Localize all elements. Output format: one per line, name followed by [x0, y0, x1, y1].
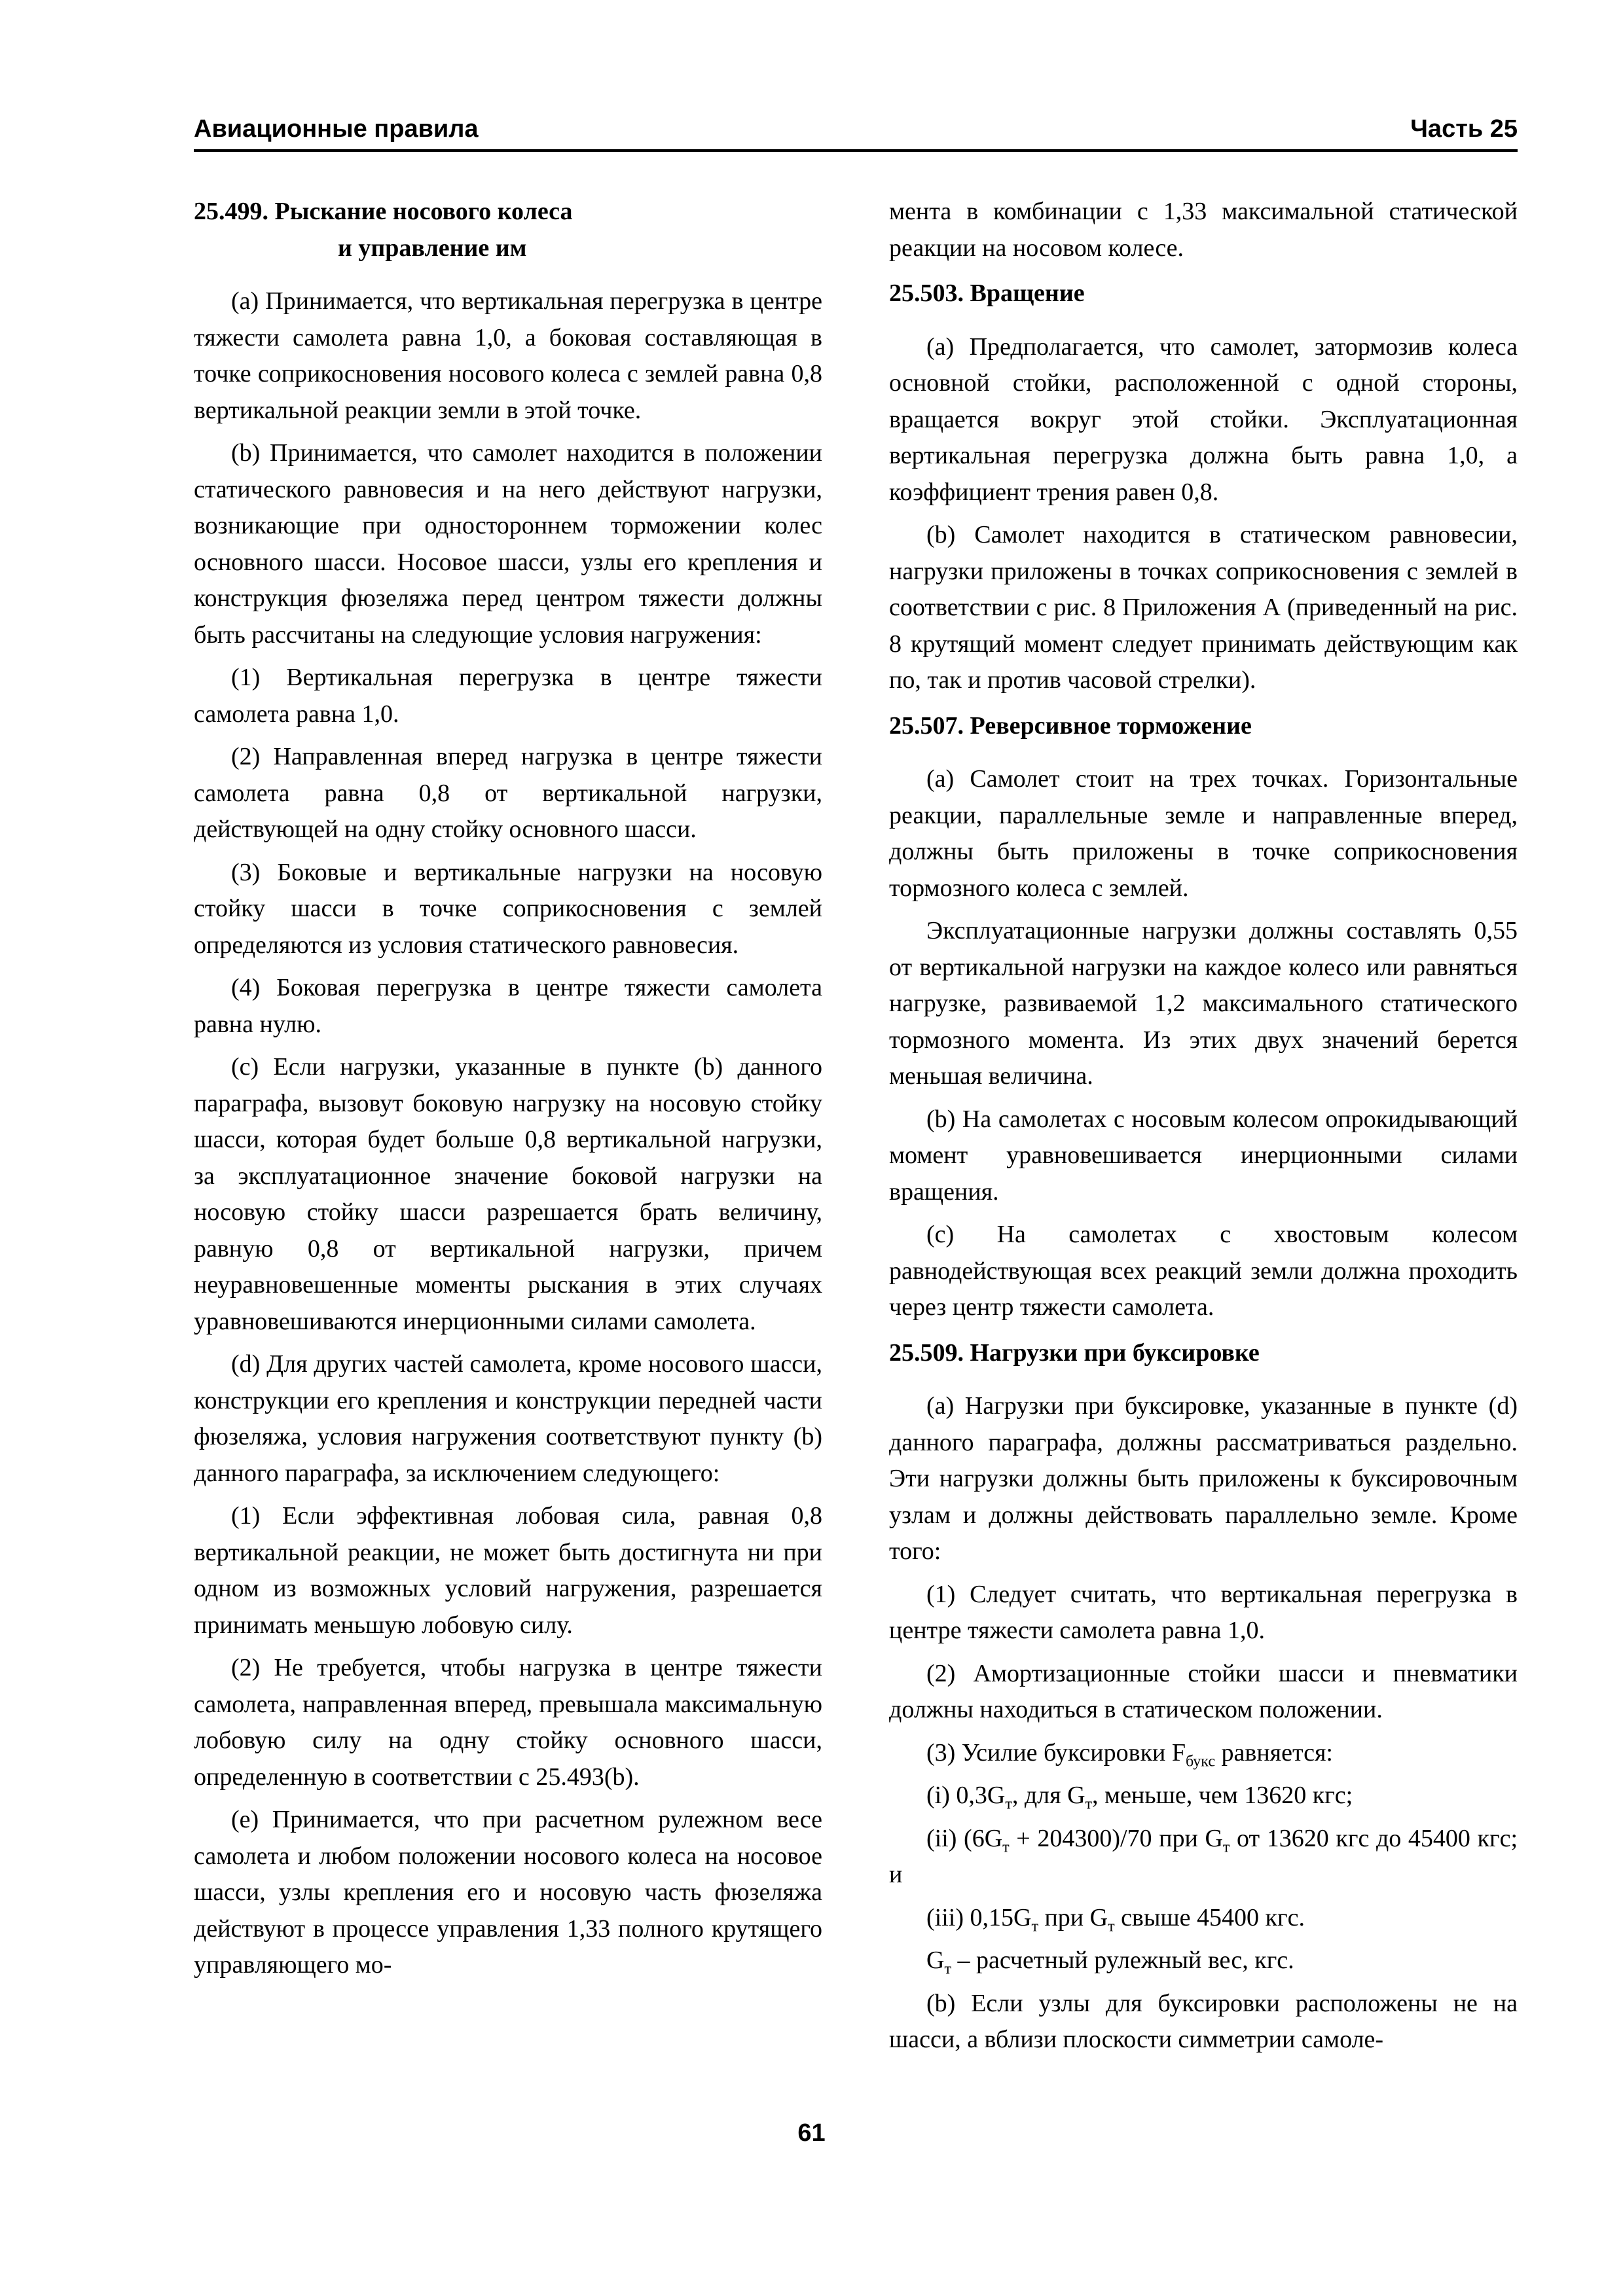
paragraph: (c) На самолетах с хвостовым колесом равнодействующая всех реакций земли должна проходить через центр тяжести самолета. [889, 1221, 1518, 1321]
running-header [194, 113, 1518, 152]
text-run: равняется: [1215, 1738, 1333, 1767]
subscript: т [944, 1960, 951, 1978]
paragraph: (3) Боковые и вертикальные нагрузки на носовую стойку шасси в точке соприкосновения с землей определяются из условия статического равновесия. [194, 858, 822, 959]
paragraph: (a) Принимается, что вертикальная перегрузка в центре тяжести самолета равна 1,0, а боковая составляющая в точке соприкосновения носового колеса с землей равна 0,8 вертикальной реакции земли в этой точке. [194, 287, 822, 424]
right-column [889, 194, 1518, 2065]
paragraph: (1) Вертикальная перегрузка в центре тяжести самолета равна 1,0. [194, 664, 822, 728]
paragraph: (1) Если эффективная лобовая сила, равная 0,8 вертикальной реакции, не может быть достигнута ни при одном из возможных условий нагружения, разрешается принимать меньшую лобовую силу. [194, 1502, 822, 1639]
paragraph: (b) Если узлы для буксировки расположены не на шасси, а вблизи плоскости симметрии самоле- [889, 1989, 1518, 2053]
text-run: при G [1038, 1903, 1108, 1931]
paragraph: (a) Нагрузки при буксировке, указанные в пункте (d) данного параграфа, должны рассматриваться раздельно. Эти нагрузки должны быть приложены к буксировочным узлам и должны действовать параллельно земле. Кроме того: [889, 1392, 1518, 1565]
heading-line: 25.499. Рыскание носового колеса [194, 198, 573, 225]
subscript: букс [1186, 1753, 1216, 1770]
paragraph: (c) Если нагрузки, указанные в пункте (b) данного параграфа, вызовут боковую нагрузку на носовую стойку шасси, которая будет больше 0,8 вертикальной нагрузки, за эксплуатационное значение боковой нагрузки на носовую стойку шасси разрешается брать величину, равную 0,8 от вертикальной нагрузки, причем неуравновешенные моменты рыскания в этих случаях уравновешиваются инерционными силами самолета. [194, 1053, 822, 1335]
heading-line: и управление им [338, 234, 527, 262]
text-run: свыше 45400 кгс. [1114, 1903, 1305, 1931]
paragraph: (a) Самолет стоит на трех точках. Горизонтальные реакции, параллельные земле и направленные вперед, должны быть приложены в точке соприкосновения тормозного колеса с землей. [889, 765, 1518, 902]
text-run: , для G [1012, 1782, 1085, 1809]
subscript: т [1031, 1918, 1038, 1935]
paragraph: (b) Самолет находится в статическом равновесии, нагрузки приложены в точках соприкосновения с землей в соответствии с рис. 8 Приложения А (приведенный на рис. 8 крутящий момент следует принимать действующим как по, так и против часовой стрелки). [889, 521, 1518, 694]
paragraph: (2) Не требуется, чтобы нагрузка в центре тяжести самолета, направленная вперед, превышала максимальную лобовую силу на одну стойку основного шасси, определенную в соответствии с 25.493(b). [194, 1654, 822, 1791]
paragraph: (2) Амортизационные стойки шасси и пневматики должны находиться в статическом положении. [889, 1659, 1518, 1723]
text-run: (iii) 0,15G [926, 1903, 1032, 1931]
paragraph: (1) Следует считать, что вертикальная перегрузка в центре тяжести самолета равна 1,0. [889, 1580, 1518, 1644]
paragraph: (e) Принимается, что при расчетном рулежном весе самолета и любом положении носового колеса на носовое шасси, узлы крепления его и носовую часть фюзеляжа действуют в процессе управления 1,33 полного крутящего управляющего мо- [194, 1806, 822, 1979]
paragraph: мента в комбинации с 1,33 максимальной статической реакции на носовом колесе. [889, 198, 1518, 262]
subscript: т [1085, 1795, 1093, 1813]
text-run: – расчетный рулежный вес, кгс. [951, 1946, 1294, 1974]
header-title: Авиационные правила [194, 115, 479, 143]
paragraph: (b) На самолетах с носовым колесом опрокидывающий момент уравновешивается инерционными силами вращения. [889, 1105, 1518, 1206]
subscript: т [1002, 1839, 1010, 1856]
paragraph: (2) Направленная вперед нагрузка в центре тяжести самолета равна 0,8 от вертикальной нагрузки, действующей на одну стойку основного шасси. [194, 743, 822, 843]
paragraph: (d) Для других частей самолета, кроме носового шасси, конструкции его крепления и конструкции передней части фюзеляжа, условия нагружения соответствуют пункту (b) данного параграфа, за исключением следующего: [194, 1350, 822, 1487]
paragraph: (4) Боковая перегрузка в центре тяжести самолета равна нулю. [194, 974, 822, 1038]
paragraph [889, 1943, 1518, 1979]
text-run: G [926, 1946, 945, 1974]
text-run: от 13620 кгс до 45400 кгс; и [889, 1824, 1518, 1888]
paragraph [889, 1778, 1518, 1814]
left-column [194, 194, 822, 1990]
subscript: т [1108, 1918, 1115, 1935]
section-heading-25-509: 25.509. Нагрузки при буксировке [889, 1338, 1260, 1367]
text-run: (3) Усилие буксировки F [926, 1738, 1186, 1767]
paragraph: Эксплуатационные нагрузки должны составлять 0,55 от вертикальной нагрузки на каждое колесо или равняться нагрузке, развиваемой 1,2 максимального статического тормозного момента. Из этих двух значений берется меньшая величина. [889, 917, 1518, 1090]
text-run: , меньше, чем 13620 кгс; [1092, 1782, 1353, 1809]
header-part: Часть 25 [1410, 115, 1518, 143]
subscript: т [1222, 1839, 1230, 1856]
paragraph [889, 1735, 1518, 1772]
text-run: (i) 0,3G [926, 1782, 1006, 1809]
paragraph [889, 1821, 1518, 1893]
paragraph: (a) Предполагается, что самолет, затормозив колеса основной стойки, расположенной с одной стороны, вращается вокруг этой стойки. Эксплуатационная вертикальная перегрузка должна быть равна 1,0, а коэффициент трения равен 0,8. [889, 332, 1518, 506]
section-heading-25-499 [194, 194, 822, 266]
text-run: + 204300)/70 при G [1009, 1824, 1223, 1852]
section-heading-25-503: 25.503. Вращение [889, 279, 1085, 307]
text-run: (ii) (6G [926, 1824, 1003, 1852]
paragraph [889, 1900, 1518, 1937]
paragraph: (b) Принимается, что самолет находится в положении статического равновесия и на него действуют нагрузки, возникающие при одностороннем торможении колес основного шасси. Носовое шасси, узлы его крепления и конструкция фюзеляжа перед центром тяжести должны быть рассчитаны на следующие условия нагружения: [194, 439, 822, 649]
page-number: 61 [797, 2119, 826, 2147]
subscript: т [1005, 1795, 1012, 1813]
section-heading-25-507: 25.507. Реверсивное торможение [889, 711, 1252, 740]
